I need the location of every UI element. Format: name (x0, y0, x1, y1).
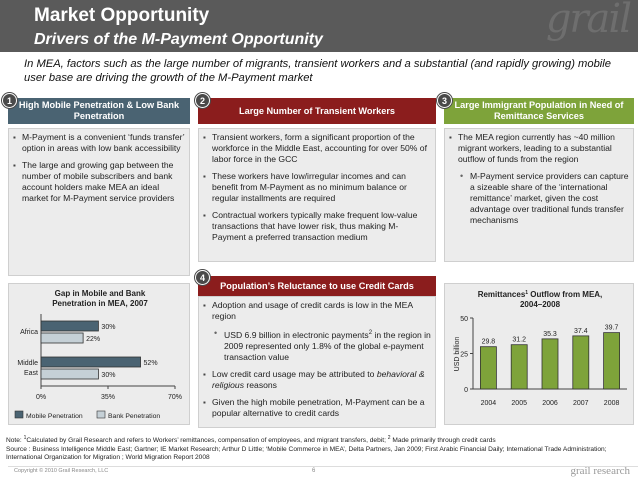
legend-swatch (15, 411, 23, 418)
penetration-chart-panel (8, 283, 190, 425)
data-label: 35.3 (543, 330, 557, 338)
sub-bullet-text: USD 6.9 billion in electronic payments (224, 329, 369, 340)
source-line: Source : Business Intelligence Middle East; Gartner; IE Market Research; Arthur D Little; ‘Mobile Commerce in MEA’, Delta Partners, Jan 2009; First Arabic Financial Daily; International Trade Administration; International Organization for Migration ; World Migration Report 2008 (6, 445, 607, 462)
column-2-panel (198, 128, 436, 262)
chart-title: Penetration in MEA, 2007 (52, 299, 148, 308)
remittance-chart (445, 284, 635, 426)
chart-title: Gap in Mobile and Bank (54, 289, 146, 298)
footnote-line (6, 434, 634, 446)
column-1-heading: High Mobile Penetration & Low Bank Penetration (8, 98, 190, 124)
column-1-bullet: ▪ M-Payment is a convenient ‘funds transfer’ option in areas with low bank accessibility (12, 132, 185, 154)
x-tick-label: 2006 (542, 400, 558, 407)
column-2-bullet: ▪ Contractual workers typically make frequent low-value transactions that have lower risk, thus making M-Payment a preferred transaction medium (202, 210, 431, 243)
bar-mobile-penetration (41, 321, 98, 331)
legend-label: Bank Penetration (108, 413, 161, 420)
column-2-bullet: ▪ Transient workers, form a significant proportion of the workforce in the Middle East, accounting for over 50% of labor force in the GCC (202, 132, 431, 165)
intro-text: In MEA, factors such as the large number of migrants, transient workers and a substantial (and rapidly growing) mobile user base are driving the growth of the M-Payment market (24, 58, 611, 84)
footnote-mark: 1 (525, 290, 529, 296)
data-label: 30% (101, 372, 116, 379)
legend-swatch (97, 411, 105, 418)
x-tick-label: 35% (100, 394, 116, 401)
column-3-bullet: ▪ The MEA region currently has ~40 million migrant workers, leading to a substantial outflow of funds from the region (448, 132, 629, 165)
bullet-text: Low credit card usage may be attributed to (212, 368, 377, 379)
y-tick-label: 25 (460, 351, 468, 359)
number-badge-1: 1 (2, 93, 17, 108)
x-tick-label: 70% (167, 394, 183, 401)
data-label: 39.7 (604, 324, 619, 332)
bar-mobile-penetration (41, 357, 141, 367)
bar (542, 339, 558, 389)
header-bar (0, 0, 638, 52)
footer (0, 465, 638, 479)
section-4-panel (198, 296, 436, 428)
footer-divider (8, 466, 638, 467)
data-label: 37.4 (573, 327, 588, 335)
page-title: Market Opportunity (34, 5, 210, 26)
chart-title (478, 290, 603, 299)
page-subtitle: Drivers of the M-Payment Opportunity (34, 31, 323, 48)
data-label: 52% (143, 360, 158, 367)
legend-label: Mobile Penetration (26, 413, 83, 420)
x-tick-label: 0% (35, 394, 47, 401)
section-4-heading: Population’s Reluctance to use Credit Cards (198, 276, 436, 296)
bar-bank-penetration (41, 369, 98, 379)
number-badge-2: 2 (195, 93, 210, 108)
x-tick-label: 2004 (480, 400, 497, 407)
grail-watermark: grail (545, 0, 630, 42)
bar (511, 345, 527, 389)
bar (573, 336, 589, 389)
bar (604, 333, 620, 389)
y-tick-label: 0 (464, 387, 468, 394)
column-3-panel (444, 128, 634, 262)
copyright-text: Copyright © 2010 Grail Research, LLC (14, 468, 109, 474)
footnote-mark: 2 (368, 330, 373, 336)
section-4-bullet (202, 369, 431, 391)
category-label: Africa (20, 329, 38, 336)
column-3-sub-bullet: • M-Payment service providers can capture a sizeable share of the ‘international remittance’ market, given the cost advantage over traditional funds transfer mechanisms (448, 171, 629, 226)
x-tick-label: 2008 (603, 400, 620, 407)
brand-logo: grail research (570, 465, 630, 477)
data-label: 22% (86, 336, 101, 343)
sub-bullet-text: in the region in 2009 represented only 1.8% of the global e-payment transaction value (224, 329, 431, 362)
section-4-bullet: ▪ Adoption and usage of credit cards is low in the MEA region (202, 300, 431, 322)
y-tick-label: 50 (460, 316, 468, 323)
data-label: 30% (101, 324, 116, 331)
note-label: Note: (6, 437, 24, 445)
x-tick-label: 2007 (573, 400, 589, 407)
number-badge-4: 4 (195, 270, 210, 285)
column-2-heading: Large Number of Transient Workers (198, 98, 436, 124)
column-3-heading: Large Immigrant Population in Need of Remittance Services (444, 98, 634, 124)
remittance-chart-panel (444, 283, 634, 425)
section-4-sub-bullet (202, 328, 431, 363)
column-1-bullet: ▪ The large and growing gap between the number of mobile subscribers and bank account holders make MEA an ideal market for M-Payment service providers (12, 160, 185, 204)
footnote-mark: 2 (387, 435, 391, 441)
section-4-bullet: ▪ Given the high mobile penetration, M-Payment can be a popular alternative to credit cards (202, 397, 431, 419)
bar-bank-penetration (41, 333, 83, 343)
bar (480, 347, 496, 389)
bullet-text: reasons (244, 379, 277, 390)
note-text: Calculated by Grail Research and refers to Workers’ remittances, compensation of employees, and migrant transfers, debit; (26, 437, 388, 445)
data-label: 29.8 (481, 338, 496, 346)
x-tick-label: 2005 (511, 400, 527, 407)
penetration-chart (9, 284, 191, 426)
page-number: 6 (312, 468, 316, 474)
footnote (6, 434, 634, 463)
chart-title-part: Remittances (477, 290, 526, 299)
category-label: Middle (17, 360, 38, 367)
chart-title-part: Outflow from MEA, (528, 290, 603, 299)
bullet-emphasis: behavioral & religious (212, 368, 425, 390)
column-2-bullet: ▪ These workers have low/irregular incomes and can benefit from M-Payment as no minimum balance or regular installments are required (202, 171, 431, 204)
category-label: East (23, 370, 38, 377)
y-axis-label: USD billion (454, 336, 461, 372)
note-text: Made primarily through credit cards (390, 437, 496, 445)
number-badge-3: 3 (437, 93, 452, 108)
column-1-panel (8, 128, 190, 276)
footnote-mark: 1 (23, 435, 27, 441)
data-label: 31.2 (512, 336, 527, 344)
chart-title: 2004–2008 (519, 300, 561, 309)
